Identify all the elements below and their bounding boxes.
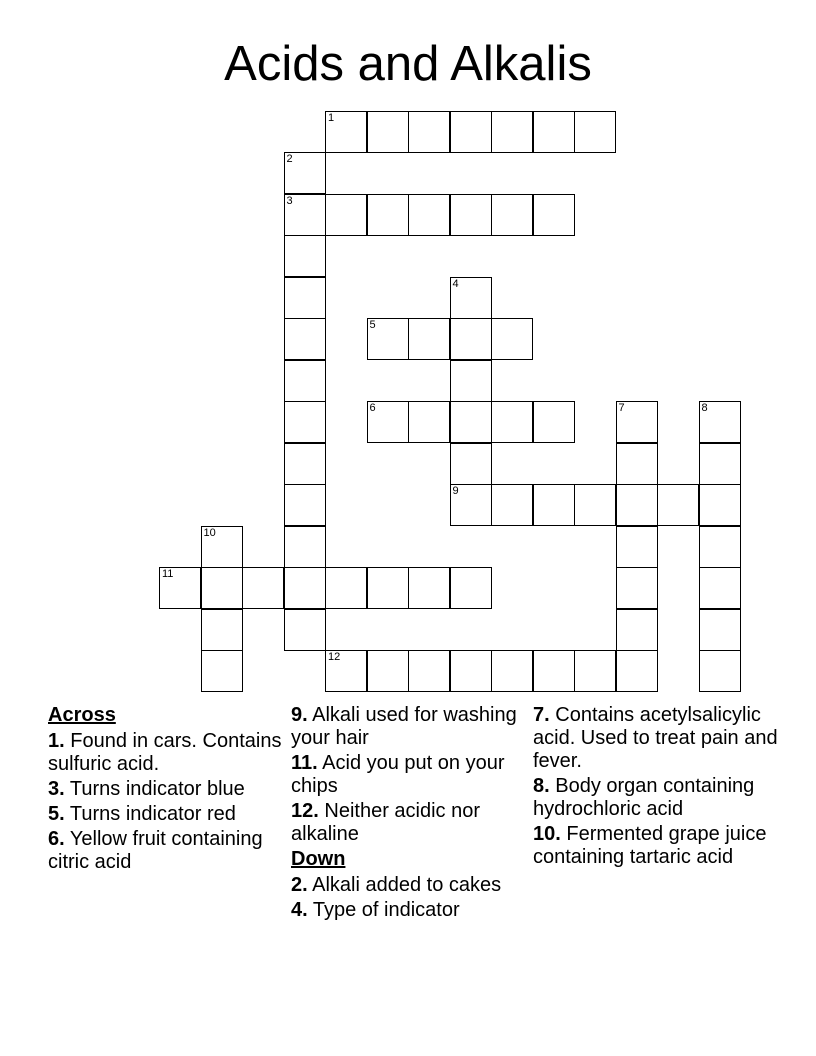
clues-column-3 (533, 704, 783, 871)
grid-cell[interactable] (616, 443, 658, 485)
across-heading: Across (48, 704, 116, 726)
grid-cell[interactable] (450, 401, 492, 443)
clue-across-5 (48, 803, 284, 826)
clues-column-2 (291, 704, 523, 924)
grid-cell[interactable] (491, 650, 533, 692)
grid-cell[interactable] (408, 318, 450, 360)
grid-cell[interactable] (325, 194, 367, 236)
clue-text: Yellow fruit containing citric acid (48, 828, 263, 873)
grid-cell[interactable] (284, 194, 326, 236)
clue-number-label: 2 (286, 153, 293, 165)
clue-number: 11. (291, 752, 318, 774)
clue-number-label: 8 (701, 402, 708, 414)
clue-number: 9. (291, 704, 308, 726)
grid-cell[interactable] (699, 526, 741, 568)
grid-cell[interactable] (616, 401, 658, 443)
grid-cell[interactable] (367, 194, 409, 236)
clue-number: 2. (291, 874, 308, 896)
clue-number-label: 5 (369, 319, 376, 331)
grid-cell[interactable] (284, 360, 326, 402)
grid-cell[interactable] (491, 484, 533, 526)
grid-cell[interactable] (367, 567, 409, 609)
clue-text: Acid you put on your chips (291, 752, 505, 797)
clue-number: 4. (291, 899, 308, 921)
grid-cell[interactable] (491, 194, 533, 236)
grid-cell[interactable] (450, 484, 492, 526)
grid-cell[interactable] (699, 443, 741, 485)
clue-down-8 (533, 775, 783, 821)
clue-number: 1. (48, 730, 65, 752)
clue-across-11 (291, 752, 523, 798)
grid-cell[interactable] (616, 526, 658, 568)
clue-across-12 (291, 800, 523, 846)
grid-cell[interactable] (657, 484, 699, 526)
grid-cell[interactable] (699, 567, 741, 609)
clue-number-label: 1 (328, 111, 335, 124)
grid-cell[interactable] (284, 609, 326, 651)
grid-cell[interactable] (491, 111, 533, 153)
clue-text: Body organ containing hydrochloric acid (533, 775, 755, 820)
grid-cell[interactable] (159, 567, 201, 609)
clue-down-2 (291, 874, 523, 897)
clue-text: Neither acidic nor alkaline (291, 800, 480, 845)
grid-cell[interactable] (616, 484, 658, 526)
grid-cell[interactable] (408, 111, 450, 153)
grid-cell[interactable] (284, 484, 326, 526)
clue-text: Alkali used for washing your hair (291, 704, 517, 749)
clue-text: Alkali added to cakes (312, 874, 502, 896)
grid-cell[interactable] (201, 567, 243, 609)
clue-number: 12. (291, 800, 319, 822)
clues-column-1 (48, 704, 284, 876)
clue-text: Fermented grape juice containing tartaric acid (533, 823, 767, 868)
grid-cell[interactable] (574, 111, 616, 153)
grid-cell[interactable] (450, 318, 492, 360)
clue-number-label: 3 (286, 194, 293, 207)
clue-text: Found in cars. Contains sulfuric acid. (48, 730, 282, 775)
grid-cell[interactable] (408, 194, 450, 236)
grid-cell[interactable] (325, 567, 367, 609)
clue-text: Type of indicator (312, 899, 460, 921)
grid-cell[interactable] (284, 235, 326, 277)
grid-cell[interactable] (284, 526, 326, 568)
grid-cell[interactable] (574, 650, 616, 692)
grid-cell[interactable] (699, 609, 741, 651)
clue-down-10 (533, 823, 783, 869)
clue-number: 3. (48, 778, 65, 800)
grid-cell[interactable] (450, 111, 492, 153)
grid-cell[interactable] (284, 401, 326, 443)
grid-cell[interactable] (533, 194, 575, 236)
clue-text: Turns indicator blue (69, 778, 245, 800)
puzzle-title: Acids and Alkalis (224, 37, 592, 91)
grid-cell[interactable] (367, 318, 409, 360)
grid-cell[interactable] (533, 401, 575, 443)
grid-cell[interactable] (284, 277, 326, 319)
grid-cell[interactable] (408, 567, 450, 609)
grid-cell[interactable] (450, 277, 492, 319)
clue-down-7 (533, 704, 783, 773)
grid-cell[interactable] (533, 111, 575, 153)
clue-number: 8. (533, 775, 550, 797)
grid-cell[interactable] (616, 609, 658, 651)
grid-cell[interactable] (408, 401, 450, 443)
grid-cell[interactable] (367, 650, 409, 692)
grid-cell[interactable] (491, 401, 533, 443)
grid-cell[interactable] (325, 650, 367, 692)
clue-number: 5. (48, 803, 65, 825)
grid-cell[interactable] (574, 484, 616, 526)
grid-cell[interactable] (284, 152, 326, 194)
grid-cell[interactable] (367, 401, 409, 443)
clue-text: Contains acetylsalicylic acid. Used to treat pain and fever. (533, 704, 778, 772)
grid-cell[interactable] (450, 360, 492, 402)
grid-cell[interactable] (284, 318, 326, 360)
grid-cell[interactable] (201, 650, 243, 692)
clue-down-4 (291, 899, 523, 922)
grid-cell[interactable] (201, 526, 243, 568)
grid-cell[interactable] (533, 484, 575, 526)
clue-number-label: 10 (203, 526, 216, 539)
grid-cell[interactable] (284, 443, 326, 485)
clue-across-6 (48, 828, 284, 874)
clue-number-label: 9 (452, 485, 459, 497)
clue-across-9 (291, 704, 523, 750)
clue-number-label: 11 (162, 568, 174, 580)
clue-number-label: 4 (452, 277, 459, 290)
grid-cell[interactable] (201, 609, 243, 651)
grid-cell[interactable] (284, 567, 326, 609)
clue-number: 6. (48, 828, 65, 850)
clue-number-label: 12 (328, 651, 341, 663)
grid-cell[interactable] (450, 650, 492, 692)
clue-across-3 (48, 778, 284, 801)
clue-across-1 (48, 730, 284, 776)
grid-cell[interactable] (699, 401, 741, 443)
down-heading: Down (291, 848, 346, 870)
clue-number-label: 6 (369, 402, 376, 414)
grid-cell[interactable] (367, 111, 409, 153)
grid-cell[interactable] (450, 194, 492, 236)
clue-number: 7. (533, 704, 550, 726)
grid-cell[interactable] (242, 567, 284, 609)
grid-cell[interactable] (450, 443, 492, 485)
grid-cell[interactable] (699, 650, 741, 692)
grid-cell[interactable] (699, 484, 741, 526)
clue-number-label: 7 (618, 402, 625, 414)
grid-cell[interactable] (533, 650, 575, 692)
clue-text: Turns indicator red (69, 803, 236, 825)
grid-cell[interactable] (408, 650, 450, 692)
grid-cell[interactable] (491, 318, 533, 360)
grid-cell[interactable] (616, 567, 658, 609)
clue-number: 10. (533, 823, 561, 845)
grid-cell[interactable] (325, 111, 367, 153)
grid-cell[interactable] (450, 567, 492, 609)
grid-cell[interactable] (616, 650, 658, 692)
